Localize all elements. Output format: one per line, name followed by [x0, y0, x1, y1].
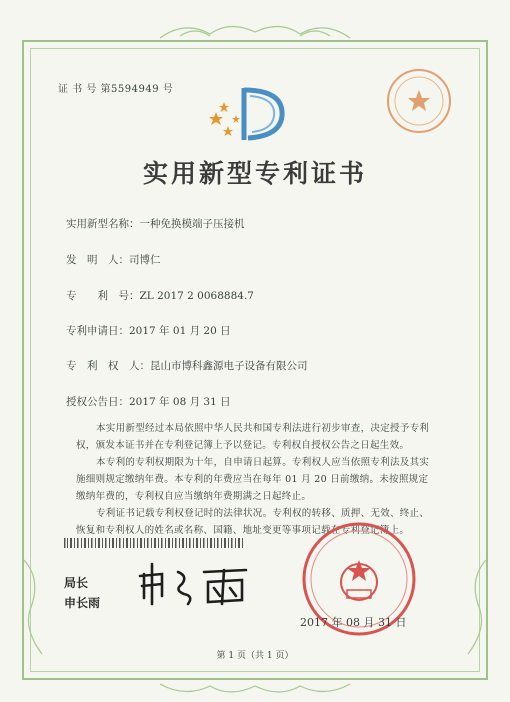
field-grant-date [66, 394, 231, 409]
field-utility-model-name [66, 216, 245, 231]
director-title: 局长 [64, 576, 89, 590]
field-label: 专 利 号： [66, 290, 140, 302]
seal-date: 2017 年 08 月 31 日 [300, 616, 407, 629]
field-label: 授权公告日： [66, 396, 129, 408]
field-label: 专利申请日： [66, 325, 129, 337]
field-value: 昆山市博科鑫源电子设备有限公司 [150, 360, 308, 372]
field-inventor [66, 252, 161, 267]
body-paragraph: 本专利的专利权期限为十年，自申请日起算。专利权人应当依照专利法及其实施细则规定缴纳年费。本专利的年费应当在每年 01 月 20 日前缴纳。未按照规定缴纳年费的，专利权自应当缴纳年费期满之日起终止。 [76, 457, 430, 502]
director-name: 申长雨 [64, 596, 101, 610]
document-title: 实用新型专利证书 [142, 159, 367, 188]
field-patent-number [66, 288, 254, 303]
field-label: 专 利 权 人： [66, 360, 150, 372]
field-value: 2017 年 08 月 31 日 [129, 396, 231, 408]
body-paragraph: 专利证书记载专利权登记时的法律状况。专利权的转移、质押、无效、终止、恢复和专利权人的姓名或名称、国籍、地址变更等事项记载在专利登记簿上。 [76, 508, 430, 536]
field-patentee [66, 358, 308, 373]
director-signature-icon [134, 560, 254, 608]
field-value: 一种免换模端子压接机 [139, 218, 245, 230]
field-label: 实用新型名称： [66, 218, 140, 230]
field-value: 司博仁 [129, 254, 161, 266]
top-seal-icon [384, 66, 454, 136]
body-paragraph: 本实用新型经过本局依照中华人民共和国专利法进行初步审查，决定授予专利权，颁发本证书并在专利登记簿上予以登记。专利权自授权公告之日起生效。 [76, 423, 430, 451]
cnipa-logo-icon [206, 82, 296, 152]
field-application-date [66, 323, 231, 338]
page-footer: 第 1 页（共 1 页） [216, 651, 294, 661]
field-label: 发 明 人： [66, 254, 129, 266]
field-value: 2017 年 01 月 20 日 [129, 325, 231, 337]
field-value: ZL 2017 2 0068884.7 [139, 290, 254, 302]
certificate-number: 证 书 号 第5594949 号 [58, 84, 174, 95]
barcode [64, 538, 244, 548]
